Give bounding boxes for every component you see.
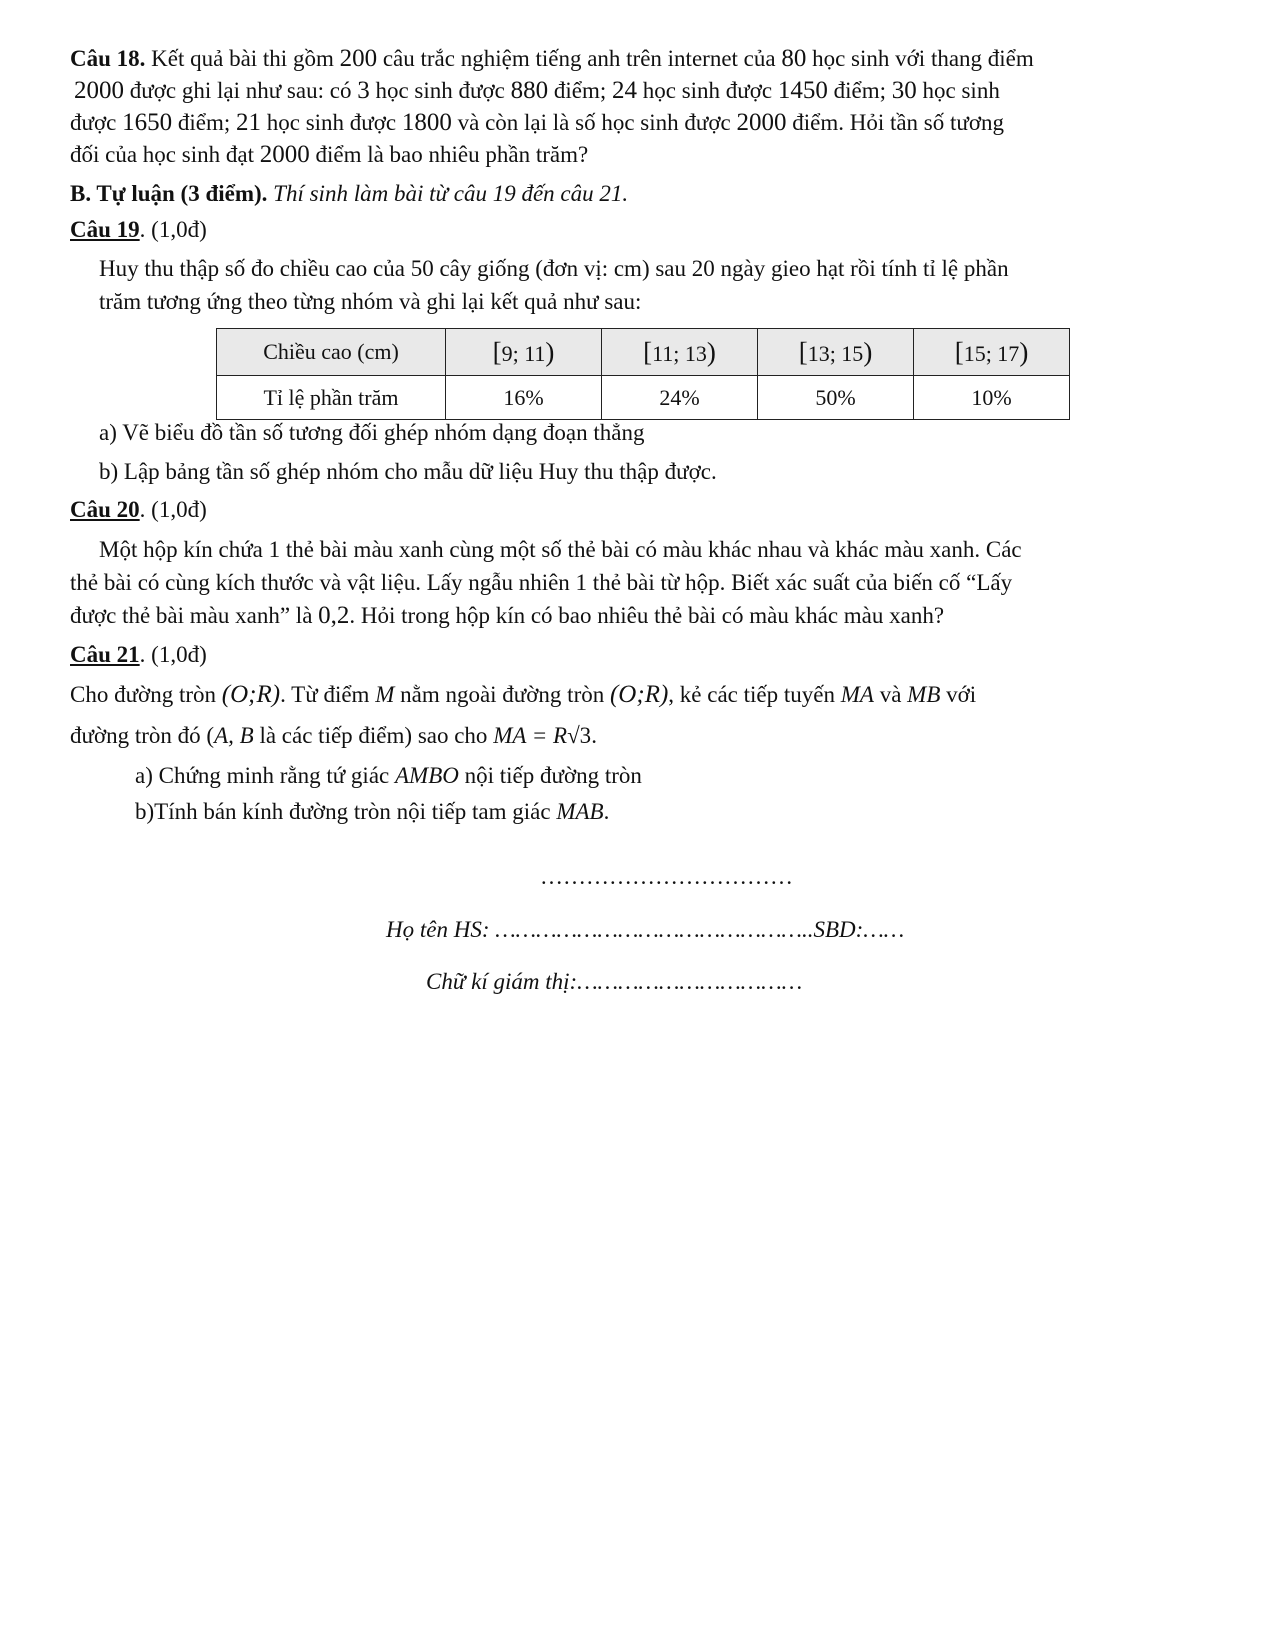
q21-text: đường tròn đó ( — [70, 723, 215, 748]
q20-points: . (1,0đ) — [139, 497, 207, 522]
q19-part-a: a) Vẽ biểu đồ tần số tương đối ghép nhóm dạng đoạn thẳng — [99, 420, 645, 445]
q21-math: MB — [907, 682, 941, 707]
q21-math: (O;R) — [609, 681, 669, 708]
q18-line-4 — [70, 140, 588, 170]
q18-number: 880 — [510, 77, 549, 104]
q21-math: MA — [840, 682, 874, 707]
bracket-open: [ — [954, 336, 964, 367]
q20-text: được thẻ bài màu xanh” là — [70, 603, 319, 628]
q19-part-b: b) Lập bảng tần số ghép nhóm cho mẫu dữ liệu Huy thu thập được. — [99, 459, 717, 484]
table-percent-cell: 16% — [446, 376, 602, 420]
q18-number: 1450 — [777, 77, 828, 104]
student-name-field: ……………………………………….. — [489, 917, 814, 942]
q20-label: Câu 20 — [70, 497, 140, 522]
q21-points: . (1,0đ) — [139, 642, 207, 667]
bracket-close: ) — [706, 336, 716, 367]
q21-text: . Từ điểm — [280, 682, 376, 707]
q21-text: b)Tính bán kính đường tròn nội tiếp tam giác — [135, 799, 557, 824]
q18-text: học sinh được — [260, 110, 402, 135]
table-group-cell — [914, 329, 1070, 376]
sbd-field: …… — [863, 917, 905, 942]
q21-text: a) Chứng minh rằng tứ giác — [135, 763, 395, 788]
q18-text: đối của học sinh đạt — [70, 142, 260, 167]
q21-part-a — [135, 761, 642, 791]
q21-text: với — [940, 682, 977, 707]
q18-text: điểm. Hỏi tần số tương — [786, 110, 1005, 135]
q18-number: 80 — [781, 45, 807, 72]
proctor-signature-line — [426, 967, 802, 997]
q21-text: là các tiếp điểm) sao cho — [253, 723, 494, 748]
group-range: 15; 17 — [963, 340, 1020, 366]
q20-line-1: Một hộp kín chứa 1 thẻ bài màu xanh cùng một số thẻ bài có màu khác nhau và khác màu xanh. Các — [99, 537, 1022, 562]
bracket-close: ) — [863, 336, 873, 367]
sbd-label: SBD: — [813, 917, 864, 942]
q21-text: và — [873, 682, 908, 707]
q18-text: câu trắc nghiệm tiếng anh trên internet của — [377, 46, 782, 71]
part-b-instruction: Thí sinh làm bài từ câu 19 đến câu 21. — [267, 181, 629, 206]
q21-sqrt: √3 — [567, 723, 592, 748]
q18-label: Câu 18. — [70, 46, 146, 71]
q21-math: AMBO — [395, 763, 459, 788]
q18-text: điểm là bao nhiêu phần trăm? — [309, 142, 589, 167]
table-percent-cell: 50% — [758, 376, 914, 420]
bracket-close: ) — [545, 336, 555, 367]
part-b-heading — [70, 179, 628, 209]
q18-number: 200 — [339, 45, 378, 72]
q18-number: 30 — [891, 77, 917, 104]
student-info-line — [386, 915, 904, 945]
q18-text: điểm; — [827, 78, 892, 103]
table-group-cell — [446, 329, 602, 376]
q18-text: học sinh được — [369, 78, 511, 103]
q21-heading — [70, 640, 207, 670]
q18-number: 2000 — [259, 141, 310, 168]
q18-text: điểm; — [548, 78, 612, 103]
q21-part-b — [135, 797, 609, 827]
q21-line-2 — [70, 721, 597, 751]
q20-heading — [70, 495, 207, 525]
q21-text: , kẻ các tiếp tuyến — [668, 682, 841, 707]
proctor-signature-label: Chữ kí giám thị: — [426, 969, 578, 994]
q19-line-1: Huy thu thập số đo chiều cao của 50 cây giống (đơn vị: cm) sau 20 ngày gieo hạt rồi tính tỉ lệ phần — [99, 256, 1009, 281]
q18-number: 2000 — [736, 109, 787, 136]
q18-text: học sinh được — [636, 78, 778, 103]
q21-label: Câu 21 — [70, 642, 140, 667]
q18-number: 1800 — [401, 109, 452, 136]
q18-text: được ghi lại như sau: có — [124, 78, 358, 103]
q18-text: được — [70, 110, 123, 135]
q20-line-2: thẻ bài có cùng kích thước và vật liệu. Lấy ngẫu nhiên 1 thẻ bài từ hộp. Biết xác suất của biến cố “Lấy — [70, 570, 1013, 595]
student-name-label: Họ tên HS: — [386, 917, 490, 942]
table-header-percent: Tỉ lệ phần trăm — [217, 376, 446, 420]
q18-text: học sinh với thang điểm — [806, 46, 1034, 71]
table-header-height: Chiều cao (cm) — [217, 329, 446, 376]
q19-points: . (1,0đ) — [139, 217, 207, 242]
table-row — [217, 329, 1070, 376]
table-group-cell — [758, 329, 914, 376]
table-percent-cell: 24% — [602, 376, 758, 420]
q18-text: điểm; — [172, 110, 236, 135]
q19-heading — [70, 215, 207, 245]
q21-math: M — [375, 682, 395, 707]
q18-line-2 — [74, 76, 1000, 106]
q18-line-1 — [70, 44, 1034, 74]
q18-text: và còn lại là số học sinh được — [451, 110, 737, 135]
q21-text: nội tiếp đường tròn — [458, 763, 642, 788]
height-percent-table — [216, 328, 1070, 420]
q21-math: MAB — [556, 799, 604, 824]
part-b-title: B. Tự luận (3 điểm). — [70, 181, 268, 206]
q21-math: (O;R) — [221, 681, 281, 708]
q21-text: Cho đường tròn — [70, 682, 222, 707]
q21-line-1 — [70, 680, 976, 710]
q18-text: học sinh — [916, 78, 1000, 103]
q20-probability: 0,2 — [318, 602, 350, 629]
q19-label: Câu 19 — [70, 217, 140, 242]
footer-separator: …………………………… — [540, 864, 793, 889]
group-range: 13; 15 — [807, 340, 864, 366]
q18-number: 1650 — [122, 109, 173, 136]
q18-text: Kết quả bài thi gồm — [145, 46, 340, 71]
q20-line-3 — [70, 601, 944, 631]
group-range: 11; 13 — [652, 340, 707, 366]
proctor-signature-field: …………………………… — [577, 969, 803, 994]
bracket-open: [ — [492, 336, 502, 367]
q18-number: 21 — [235, 109, 261, 136]
q21-text: . — [591, 723, 597, 748]
bracket-open: [ — [643, 336, 653, 367]
q21-math: A, B — [214, 723, 254, 748]
bracket-open: [ — [798, 336, 808, 367]
q20-text: . Hỏi trong hộp kín có bao nhiêu thẻ bài có màu khác màu xanh? — [349, 603, 945, 628]
q21-equation: MA = R — [493, 723, 568, 748]
table-percent-cell: 10% — [914, 376, 1070, 420]
q18-number: 24 — [611, 77, 637, 104]
bracket-close: ) — [1019, 336, 1029, 367]
q18-line-3 — [70, 108, 1004, 138]
q19-line-2: trăm tương ứng theo từng nhóm và ghi lại kết quả như sau: — [99, 289, 642, 314]
q21-text: . — [603, 799, 610, 824]
table-row — [217, 376, 1070, 420]
q18-number: 3 — [357, 77, 370, 104]
table-group-cell — [602, 329, 758, 376]
q18-number: 2000 — [74, 77, 124, 104]
group-range: 9; 11 — [501, 340, 546, 366]
q21-text: nằm ngoài đường tròn — [394, 682, 610, 707]
